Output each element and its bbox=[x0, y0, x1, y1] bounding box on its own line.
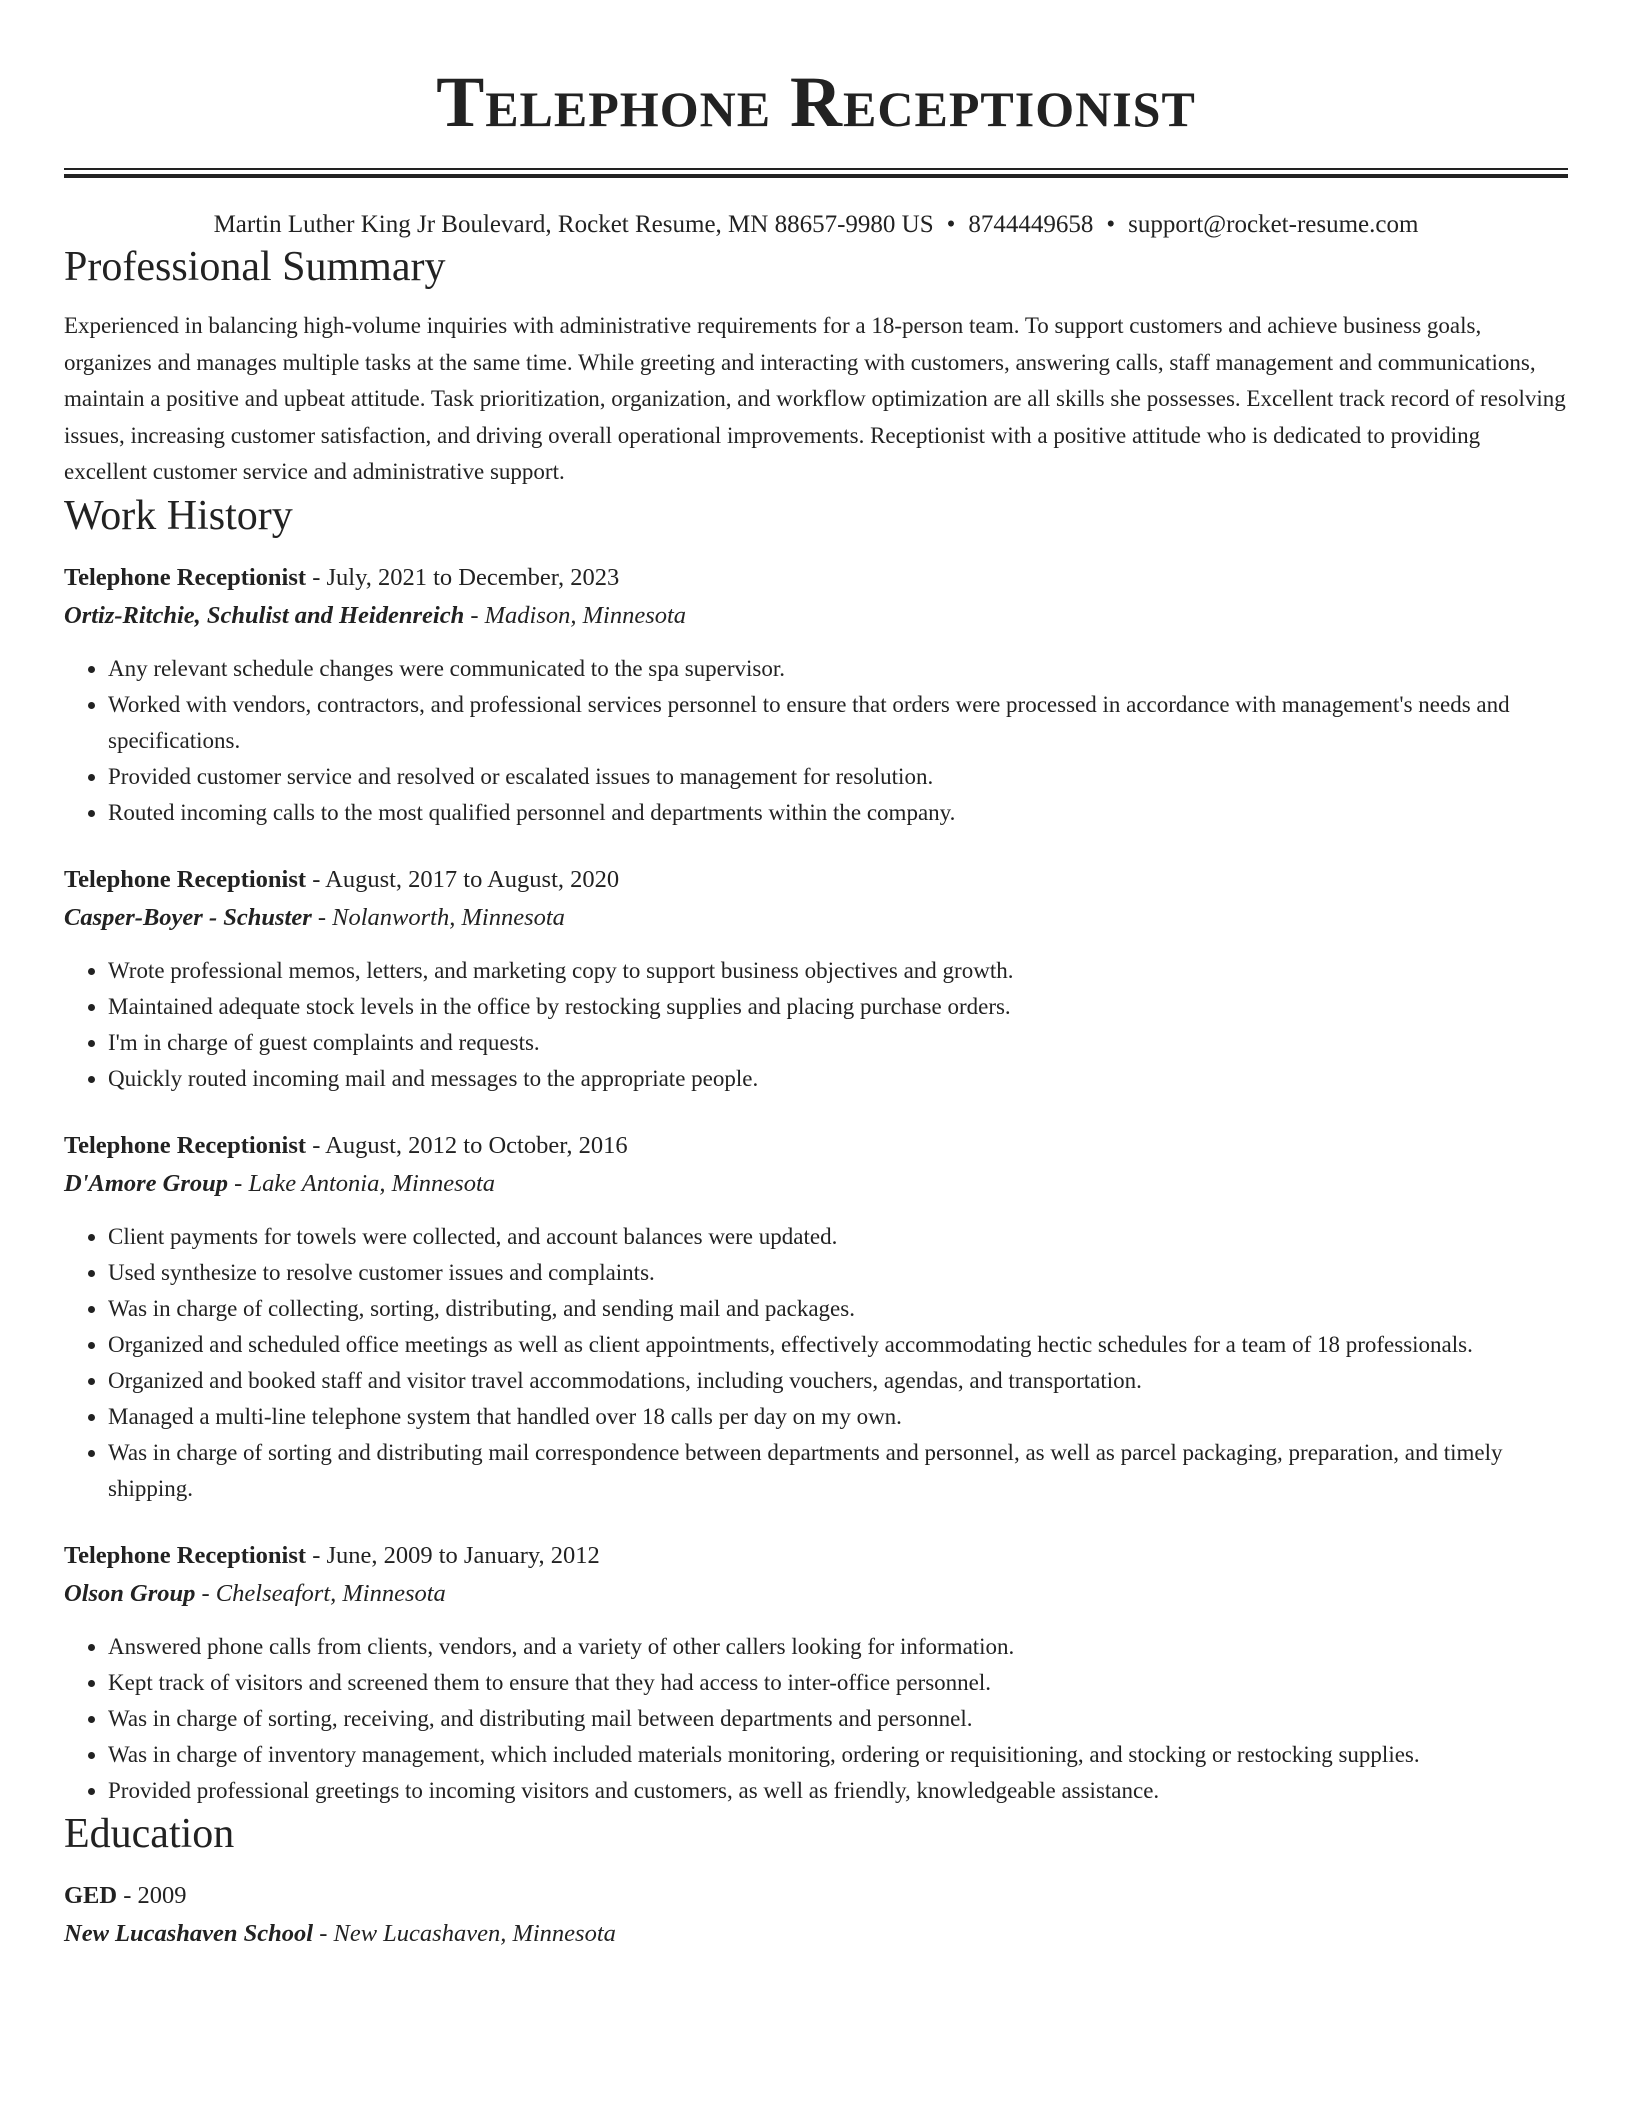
job-title-line bbox=[64, 559, 1568, 597]
job-location: - Chelseafort, Minnesota bbox=[195, 1579, 446, 1607]
job-dates: - August, 2017 to August, 2020 bbox=[306, 865, 620, 893]
job-title: Telephone Receptionist bbox=[64, 563, 307, 591]
duty-item: • Managed a multi-line telephone system that handled over 18 calls per day on my own. bbox=[108, 1399, 1568, 1435]
education-year: - 2009 bbox=[117, 1881, 187, 1909]
job-company-line bbox=[64, 1165, 1568, 1203]
job-duties bbox=[64, 651, 1568, 831]
job-location: - Madison, Minnesota bbox=[464, 601, 687, 629]
education-school: New Lucashaven School bbox=[64, 1919, 314, 1947]
duty-item: • I'm in charge of guest complaints and requests. bbox=[108, 1025, 1568, 1061]
job-company-line bbox=[64, 899, 1568, 937]
education-degree: GED bbox=[64, 1881, 118, 1909]
job-title: Telephone Receptionist bbox=[64, 865, 307, 893]
job-entry bbox=[64, 1127, 1568, 1507]
education-heading: Education bbox=[64, 1810, 235, 1857]
summary-heading: Professional Summary bbox=[64, 244, 446, 290]
job-company-line bbox=[64, 1575, 1568, 1613]
contact-phone[interactable]: 8744449658 bbox=[968, 211, 1094, 238]
job-duties bbox=[64, 953, 1568, 1097]
job-title-line bbox=[64, 1537, 1568, 1575]
duty-item: • Wrote professional memos, letters, and marketing copy to support business objectives and growth. bbox=[108, 953, 1568, 989]
education-entry bbox=[64, 1877, 1568, 1953]
resume-title: Telephone Receptionist bbox=[436, 62, 1196, 142]
contact-separator: • bbox=[946, 211, 956, 238]
job-entry bbox=[64, 861, 1568, 1097]
job-duties bbox=[64, 1219, 1568, 1507]
job-duties bbox=[64, 1629, 1568, 1809]
job-dates: - July, 2021 to December, 2023 bbox=[306, 563, 620, 591]
job-dates: - June, 2009 to January, 2012 bbox=[306, 1541, 600, 1569]
duty-item: • Was in charge of sorting, receiving, and distributing mail between departments and personnel. bbox=[108, 1701, 1568, 1737]
job-entry bbox=[64, 559, 1568, 831]
job-company: Casper-Boyer - Schuster bbox=[64, 903, 312, 931]
job-title: Telephone Receptionist bbox=[64, 1131, 307, 1159]
duty-item: • Answered phone calls from clients, vendors, and a variety of other callers looking for information. bbox=[108, 1629, 1568, 1665]
job-company: D'Amore Group bbox=[64, 1169, 229, 1197]
duty-item: • Was in charge of inventory management, which included materials monitoring, ordering or requisitioning, and stocking or restocking supplies. bbox=[108, 1737, 1568, 1773]
duty-item: • Was in charge of sorting and distributing mail correspondence between departments and personnel, as well as parcel packaging, preparation, and timely shipping. bbox=[108, 1435, 1568, 1507]
education-school-line bbox=[64, 1915, 1568, 1953]
contact-email[interactable]: support@rocket-resume.com bbox=[1128, 211, 1419, 238]
duty-item: • Any relevant schedule changes were communicated to the spa supervisor. bbox=[108, 651, 1568, 687]
resume-page bbox=[64, 0, 1568, 1953]
contact-info bbox=[64, 208, 1568, 242]
job-location: - Lake Antonia, Minnesota bbox=[228, 1169, 496, 1197]
job-company: Ortiz-Ritchie, Schulist and Heidenreich bbox=[64, 601, 465, 629]
duty-item: • Client payments for towels were collected, and account balances were updated. bbox=[108, 1219, 1568, 1255]
job-title-line bbox=[64, 861, 1568, 899]
duty-item: • Kept track of visitors and screened them to ensure that they had access to inter-office personnel. bbox=[108, 1665, 1568, 1701]
duty-item: • Used synthesize to resolve customer issues and complaints. bbox=[108, 1255, 1568, 1291]
duty-item: • Worked with vendors, contractors, and professional services personnel to ensure that orders were processed in accordance with management's needs and specifications. bbox=[108, 687, 1568, 759]
title-divider bbox=[64, 168, 1568, 178]
job-location: - Nolanworth, Minnesota bbox=[311, 903, 565, 931]
job-title-line bbox=[64, 1127, 1568, 1165]
summary-text: Experienced in balancing high-volume inquiries with administrative requirements for a 18-person team. To support customers and achieve business goals, organizes and manages multiple tasks at the same time. While greeting and interacting with customers, answering calls, staff management and communications, maintain a positive and upbeat attitude. Task prioritization, organization, and workflow optimization are all skills she possesses. Excellent track record of resolving issues, increasing customer satisfaction, and driving overall operational improvements. Receptionist with a positive attitude who is dedicated to providing excellent customer service and administrative support. bbox=[64, 313, 1566, 484]
work-history-heading: Work History bbox=[64, 492, 293, 539]
contact-separator: • bbox=[1106, 211, 1116, 238]
job-title: Telephone Receptionist bbox=[64, 1541, 307, 1569]
job-company-line bbox=[64, 597, 1568, 635]
contact-address: Martin Luther King Jr Boulevard, Rocket Resume, MN 88657-9980 US bbox=[213, 211, 934, 238]
duty-item: • Organized and scheduled office meetings as well as client appointments, effectively accommodating hectic schedules for a team of 18 professionals. bbox=[108, 1327, 1568, 1363]
education-location: - New Lucashaven, Minnesota bbox=[313, 1919, 616, 1947]
duty-item: • Provided professional greetings to incoming visitors and customers, as well as friendly, knowledgeable assistance. bbox=[108, 1773, 1568, 1809]
job-company: Olson Group bbox=[64, 1579, 196, 1607]
education-degree-line bbox=[64, 1877, 1568, 1915]
duty-item: • Quickly routed incoming mail and messages to the appropriate people. bbox=[108, 1061, 1568, 1097]
job-entry bbox=[64, 1537, 1568, 1809]
duty-item: • Provided customer service and resolved or escalated issues to management for resolution. bbox=[108, 759, 1568, 795]
duty-item: • Organized and booked staff and visitor travel accommodations, including vouchers, agendas, and transportation. bbox=[108, 1363, 1568, 1399]
duty-item: • Routed incoming calls to the most qualified personnel and departments within the company. bbox=[108, 795, 1568, 831]
job-dates: - August, 2012 to October, 2016 bbox=[306, 1131, 628, 1159]
duty-item: • Maintained adequate stock levels in the office by restocking supplies and placing purchase orders. bbox=[108, 989, 1568, 1025]
duty-item: • Was in charge of collecting, sorting, distributing, and sending mail and packages. bbox=[108, 1291, 1568, 1327]
